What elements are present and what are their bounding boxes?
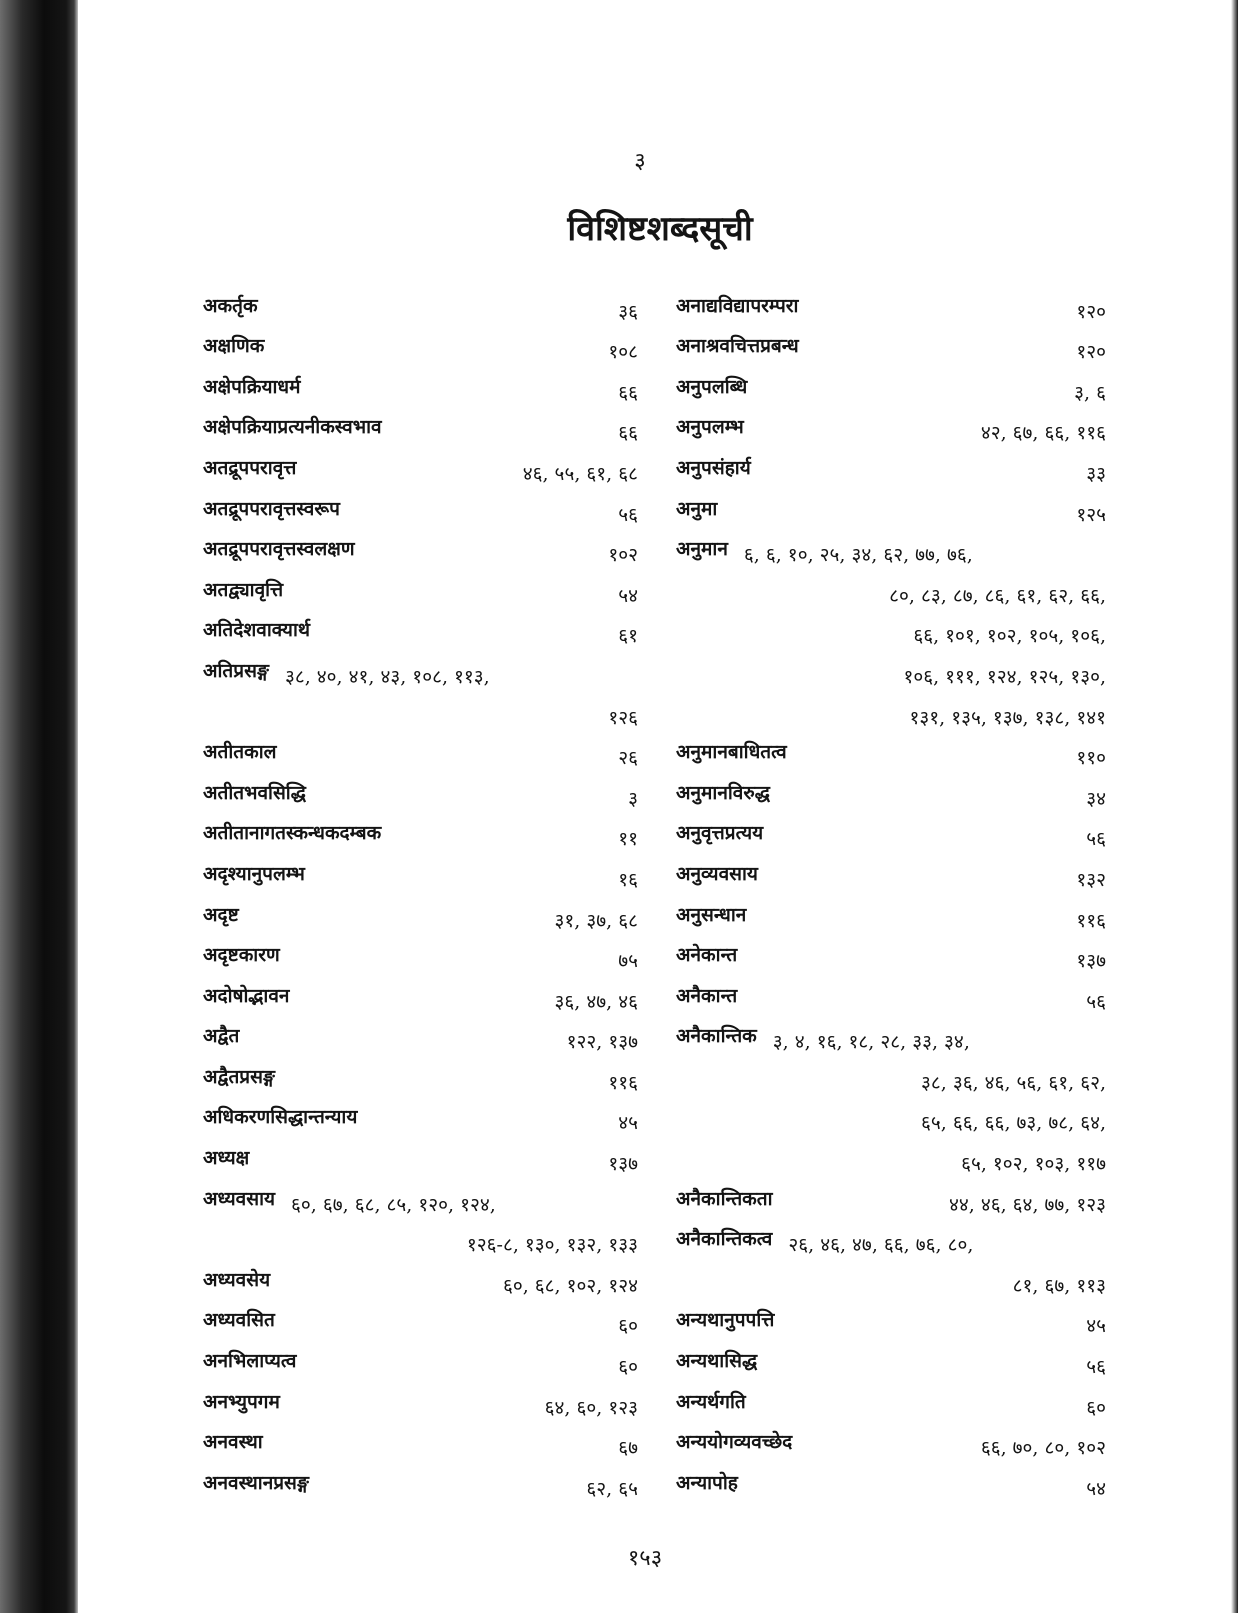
index-entry [203, 529, 638, 570]
entry-first-line [203, 1422, 638, 1463]
entry-first-line [203, 813, 638, 854]
page-references: ११६ [608, 1071, 638, 1094]
page-references: १०२ [608, 544, 638, 567]
top-page-number: ३ [634, 149, 646, 174]
page-references: ३४ [1086, 787, 1106, 810]
index-entry [203, 732, 638, 773]
left-index-column [203, 285, 638, 1503]
index-entry [676, 1300, 1106, 1341]
page-references: ४२, ६७, ६६, ११६ [980, 422, 1106, 445]
page-references: ८१, ६७, ११३ [1012, 1274, 1106, 1297]
index-entry [203, 610, 638, 651]
index-term: अनुमानविरुद्ध [676, 781, 770, 804]
page-title: विशिष्टशब्दसूची [567, 209, 753, 249]
entry-first-line [203, 732, 638, 773]
index-entry [203, 447, 638, 488]
entry-first-line [203, 1300, 638, 1341]
entry-first-line [676, 1178, 1106, 1219]
entry-first-line [203, 529, 638, 570]
page-references: ४५ [1086, 1315, 1106, 1338]
entry-first-line [676, 326, 1106, 367]
page-references: ३१, ३७, ६८ [554, 909, 638, 932]
index-entry [203, 894, 638, 935]
index-term: अनुव्यवसाय [676, 862, 758, 885]
index-term: अनुपसंहार्य [676, 456, 751, 479]
index-entry [676, 488, 1106, 529]
page-references: १६ [618, 868, 638, 891]
index-entry [676, 935, 1106, 976]
index-term: अकर्तृक [203, 294, 258, 317]
page-references: ३८, ४०, ४१, ४३, १०८, ११३, [284, 665, 490, 688]
page-references: ६६ [618, 422, 638, 445]
entry-first-line [203, 488, 638, 529]
index-term: अनैकान्तिकता [676, 1187, 773, 1210]
entry-first-line [676, 407, 1106, 448]
page-references: १०८ [608, 341, 638, 364]
entry-continuation-line [676, 1259, 1106, 1300]
entry-first-line [676, 1462, 1106, 1503]
index-term: अन्यथासिद्ध [676, 1350, 758, 1373]
index-entry [203, 366, 638, 407]
index-term: अध्यवसित [203, 1309, 275, 1332]
page-references: ६२, ६५ [586, 1477, 638, 1500]
entry-first-line [676, 529, 1106, 570]
entry-first-line [203, 1178, 638, 1219]
index-term: अदृष्टकारण [203, 944, 280, 967]
page-references: ५४ [618, 584, 638, 607]
index-entry [676, 1462, 1106, 1503]
entry-first-line [203, 1259, 638, 1300]
page-references: ११ [618, 828, 638, 851]
entry-first-line [203, 894, 638, 935]
entry-first-line [203, 935, 638, 976]
index-entry [203, 853, 638, 894]
index-term: अतीतानागतस्कन्धकदम्बक [203, 822, 382, 845]
entry-first-line [203, 1056, 638, 1097]
page-references: ६६ [618, 381, 638, 404]
entry-first-line [203, 285, 638, 326]
page-references: ६० [618, 1356, 638, 1379]
index-term: अनभ्युपगम [203, 1390, 280, 1413]
index-term: अक्षणिक [203, 335, 265, 358]
index-term: अनैकान्त [676, 984, 738, 1007]
index-entry [203, 1097, 638, 1138]
index-entry [676, 853, 1106, 894]
index-entry [203, 1422, 638, 1463]
page-references: ११० [1076, 747, 1106, 770]
page-references: ३, ४, १६, १८, २८, ३३, ३४, [772, 1031, 970, 1054]
index-term: अदृष्ट [203, 903, 239, 926]
index-entry [203, 650, 638, 731]
index-term: अन्यापोह [676, 1471, 738, 1494]
page-references: ६६, ७०, ८०, १०२ [980, 1437, 1106, 1460]
page-references: १३७ [608, 1153, 638, 1176]
index-entry [203, 772, 638, 813]
index-term: अध्यवसेय [203, 1268, 271, 1291]
page-references: १२० [1076, 300, 1106, 323]
entry-first-line [676, 813, 1106, 854]
index-term: अतद्रूपपरावृत्त [203, 456, 297, 479]
entry-first-line [676, 1016, 1106, 1057]
index-term: अनभिलाप्यत्व [203, 1350, 297, 1373]
index-entry [203, 1137, 638, 1178]
entry-first-line [203, 853, 638, 894]
index-term: अतद्रूपपरावृत्तस्वलक्षण [203, 538, 355, 561]
index-term: अक्षेपक्रियाधर्म [203, 375, 301, 398]
index-term: अनुपलब्धि [676, 375, 748, 398]
entry-first-line [203, 447, 638, 488]
index-term: अदृश्यानुपलम्भ [203, 862, 305, 885]
index-entry [676, 1381, 1106, 1422]
page-references: ६५, ६६, ६६, ७३, ७८, ६४, [921, 1112, 1106, 1135]
index-entry [203, 1178, 638, 1259]
page-references: १२२, १३७ [566, 1031, 638, 1054]
page-references: ६१ [618, 625, 638, 648]
index-entry [676, 772, 1106, 813]
index-term: अनैकान्तिक [676, 1025, 757, 1048]
page-references: १३७ [1076, 950, 1106, 973]
index-term: अद्वैत [203, 1025, 240, 1048]
entry-first-line [203, 407, 638, 448]
entry-first-line [203, 650, 638, 691]
entry-first-line [203, 326, 638, 367]
entry-first-line [203, 1462, 638, 1503]
page-references: ३६, ४७, ४६ [554, 990, 638, 1013]
page-references: ५६ [618, 503, 638, 526]
page-references: ३८, ३६, ४६, ५६, ६१, ६२, [921, 1071, 1106, 1094]
page-references: २६ [618, 747, 638, 770]
page-references: १२५ [1076, 503, 1106, 526]
index-entry [676, 285, 1106, 326]
index-entry [203, 1462, 638, 1503]
index-term: अन्यथानुपपत्ति [676, 1309, 775, 1332]
entry-first-line [203, 975, 638, 1016]
page-references: ५४ [1086, 1477, 1106, 1500]
page-references: ११६ [1076, 909, 1106, 932]
page-references: १३१, १३५, १३७, १३८, १४१ [909, 706, 1106, 729]
page-references: ३३ [1086, 462, 1106, 485]
page-references: १२० [1076, 341, 1106, 364]
index-entry [676, 975, 1106, 1016]
page-references: ६० [618, 1315, 638, 1338]
right-index-column [676, 285, 1106, 1503]
page-references: १३२ [1076, 868, 1106, 891]
index-term: अनुसन्धान [676, 903, 747, 926]
entry-first-line [203, 569, 638, 610]
page-references: ६०, ६८, १०२, १२४ [502, 1274, 638, 1297]
page-references: २६, ४६, ४७, ६६, ७६, ८०, [788, 1234, 974, 1257]
index-term: अनुमा [676, 497, 718, 520]
entry-first-line [676, 894, 1106, 935]
index-term: अतद्रूपपरावृत्तस्वरूप [203, 497, 340, 520]
index-entry [203, 1300, 638, 1341]
entry-first-line [203, 1137, 638, 1178]
index-term: अनुमान [676, 538, 728, 561]
index-entry [203, 1259, 638, 1300]
index-term: अतिदेशवाक्यार्थ [203, 619, 311, 642]
index-entry [676, 1422, 1106, 1463]
index-entry [676, 326, 1106, 367]
page-references: ४४, ४६, ६४, ७७, १२३ [949, 1193, 1106, 1216]
entry-first-line [203, 1381, 638, 1422]
page-references: ६६, १०१, १०२, १०५, १०६, [913, 625, 1106, 648]
index-term: अद्वैतप्रसङ्ग [203, 1065, 275, 1088]
page-references: ६, ६, १०, २५, ३४, ६२, ७७, ७६, [743, 544, 973, 567]
index-entry [203, 285, 638, 326]
entry-first-line [203, 366, 638, 407]
index-entry [676, 1016, 1106, 1178]
book-binding-edge [0, 0, 78, 1613]
page-references: ६७ [618, 1437, 638, 1460]
entry-first-line [676, 488, 1106, 529]
page-references: ४५ [618, 1112, 638, 1135]
page-references: ६० [1086, 1396, 1106, 1419]
entry-first-line [676, 1300, 1106, 1341]
index-term: अन्ययोगव्यवच्छेद [676, 1431, 793, 1454]
index-entry [203, 569, 638, 610]
page-references: १०६, १११, १२४, १२५, १३०, [903, 665, 1106, 688]
index-entry [203, 1016, 638, 1057]
page-references: ३६ [618, 300, 638, 323]
entry-first-line [676, 772, 1106, 813]
entry-first-line [676, 853, 1106, 894]
index-term: अतिप्रसङ्ग [203, 659, 269, 682]
index-entry [203, 1340, 638, 1381]
index-term: अन्यर्थगति [676, 1390, 746, 1413]
page-references: ५६ [1086, 828, 1106, 851]
entry-first-line [676, 447, 1106, 488]
page-references: ७५ [618, 950, 638, 973]
page-references: ८०, ८३, ८७, ८६, ६१, ६२, ६६, [889, 584, 1106, 607]
index-entry [676, 529, 1106, 732]
page-references: ६५, १०२, १०३, ११७ [961, 1153, 1106, 1176]
entry-first-line [676, 285, 1106, 326]
index-entry [203, 1056, 638, 1097]
entry-first-line [203, 1016, 638, 1057]
index-term: अतीतकाल [203, 741, 277, 764]
index-term: अनवस्थानप्रसङ्ग [203, 1471, 309, 1494]
entry-continuation-line [676, 610, 1106, 651]
index-entry [203, 935, 638, 976]
entry-first-line [676, 935, 1106, 976]
index-entry [203, 488, 638, 529]
entry-continuation-line [676, 650, 1106, 691]
entry-first-line [676, 1422, 1106, 1463]
index-entry [203, 813, 638, 854]
entry-continuation-line [676, 1137, 1106, 1178]
index-entry [676, 1340, 1106, 1381]
index-entry [203, 326, 638, 367]
index-term: अनैकान्तिकत्व [676, 1228, 773, 1251]
index-term: अधिकरणसिद्धान्तन्याय [203, 1106, 358, 1129]
index-entry [203, 1381, 638, 1422]
entry-continuation-line [676, 569, 1106, 610]
page-right-edge [1231, 0, 1238, 1613]
entry-continuation-line [676, 1056, 1106, 1097]
page-references: १२६ [608, 706, 638, 729]
index-term: अध्यवसाय [203, 1187, 276, 1210]
entry-first-line [676, 1340, 1106, 1381]
index-entry [203, 407, 638, 448]
index-term: अनवस्था [203, 1431, 263, 1454]
entry-first-line [676, 1381, 1106, 1422]
index-entry [676, 407, 1106, 448]
entry-first-line [203, 1097, 638, 1138]
index-term: अदोषोद्भावन [203, 984, 290, 1007]
index-term: अतद्व्यावृत्ति [203, 578, 284, 601]
index-entry [676, 732, 1106, 773]
index-term: अनाद्यविद्यापरम्परा [676, 294, 799, 317]
index-entry [676, 894, 1106, 935]
entry-continuation-line [676, 691, 1106, 732]
index-entry [676, 1178, 1106, 1219]
index-entry [676, 366, 1106, 407]
entry-first-line [203, 772, 638, 813]
page-references: ६०, ६७, ६८, ८५, १२०, १२४, [291, 1193, 496, 1216]
index-term: अक्षेपक्रियाप्रत्यनीकस्वभाव [203, 416, 382, 439]
index-term: अनुमानबाधितत्व [676, 741, 787, 764]
entry-first-line [203, 610, 638, 651]
entry-first-line [676, 1219, 1106, 1260]
page-references: ३, ६ [1074, 381, 1106, 404]
index-term: अनेकान्त [676, 944, 738, 967]
entry-first-line [203, 1340, 638, 1381]
index-term: अनुपलम्भ [676, 416, 744, 439]
entry-first-line [676, 732, 1106, 773]
page-references: ३ [628, 787, 638, 810]
entry-first-line [676, 975, 1106, 1016]
page-references: ५६ [1086, 1356, 1106, 1379]
page-references: ४६, ५५, ६१, ६८ [522, 462, 638, 485]
index-entry [676, 447, 1106, 488]
index-term: अनुवृत्तप्रत्यय [676, 822, 764, 845]
index-term: अध्यक्ष [203, 1147, 250, 1170]
page-references: ५६ [1086, 990, 1106, 1013]
index-term: अनाश्रवचित्तप्रबन्ध [676, 335, 799, 358]
entry-first-line [676, 366, 1106, 407]
index-entry [676, 1219, 1106, 1300]
bottom-page-number: १५३ [627, 1546, 663, 1571]
index-term: अतीतभवसिद्धि [203, 781, 306, 804]
entry-continuation-line [676, 1097, 1106, 1138]
page-references: १२६-८, १३०, १३२, १३३ [466, 1234, 638, 1257]
index-entry [676, 813, 1106, 854]
entry-continuation-line [203, 691, 638, 732]
entry-continuation-line [203, 1219, 638, 1260]
page-references: ६४, ६०, १२३ [544, 1396, 638, 1419]
index-entry [203, 975, 638, 1016]
